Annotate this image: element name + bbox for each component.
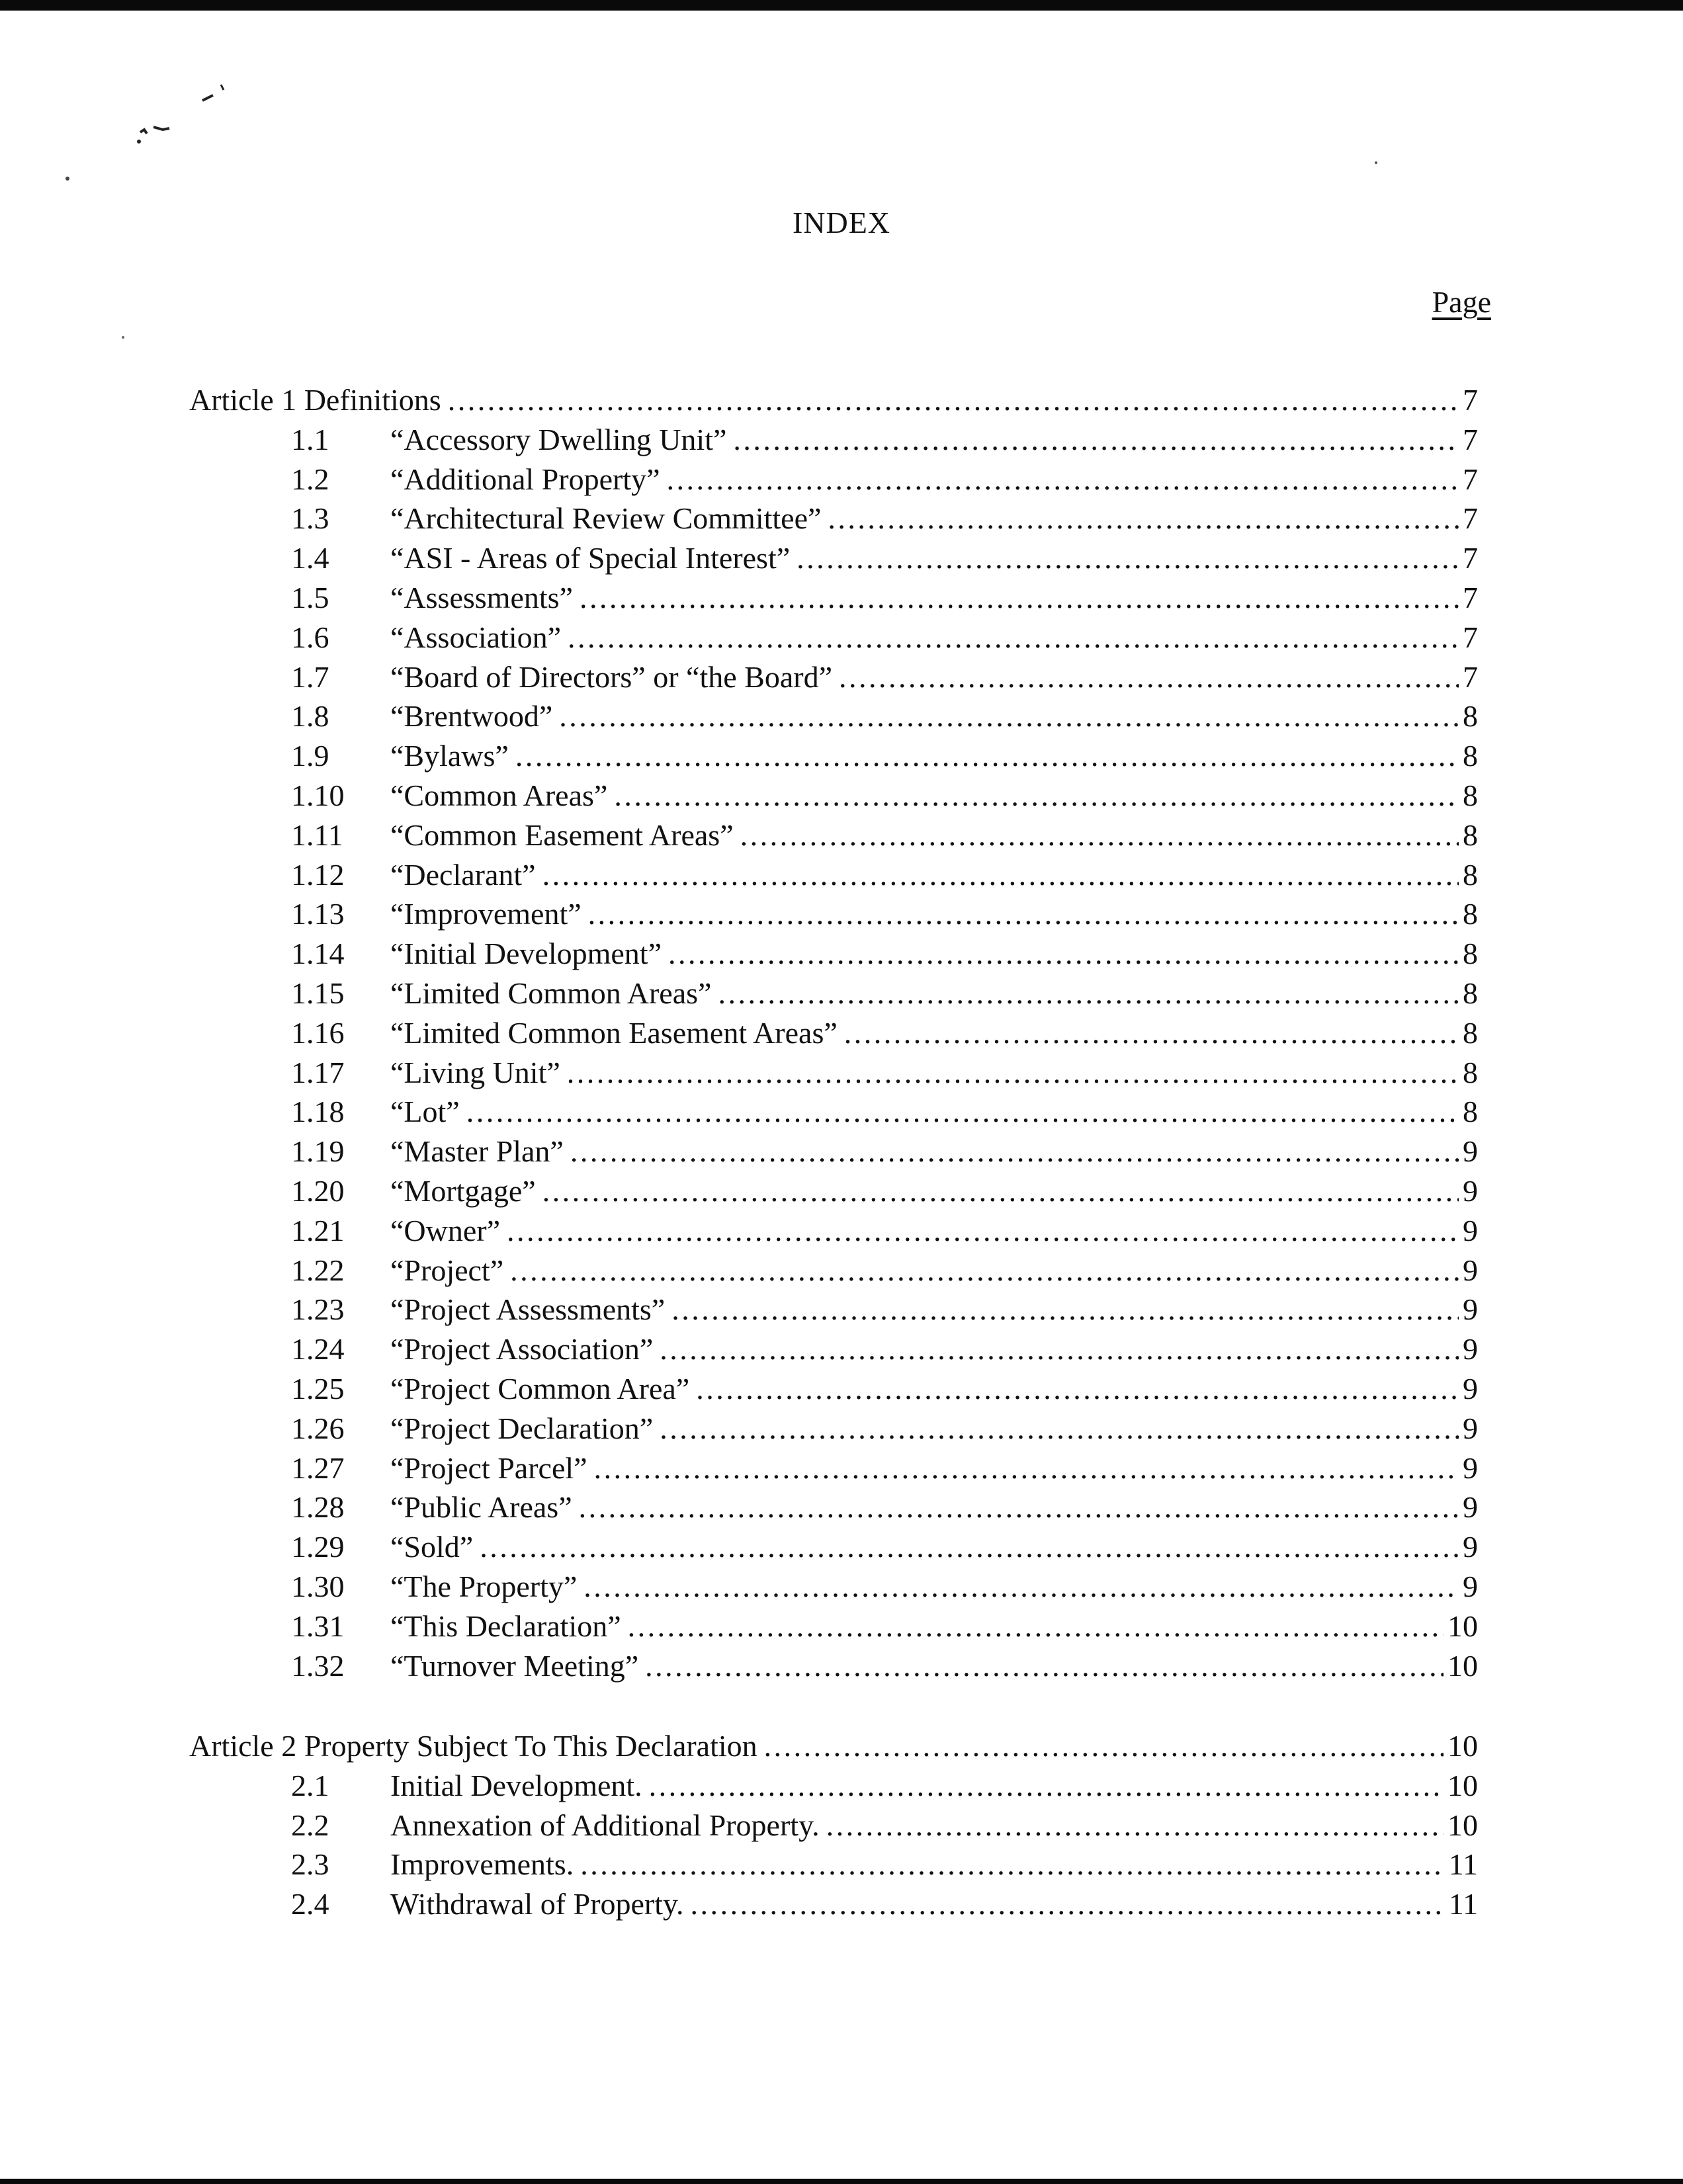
page-number: 9 — [1463, 1134, 1478, 1169]
toc-entry-row — [0, 934, 1683, 974]
page-number: 10 — [1447, 1648, 1478, 1683]
page-number: 9 — [1463, 1253, 1478, 1287]
page-number: 7 — [1463, 501, 1478, 536]
section-number: 1.1 — [291, 422, 329, 456]
toc-entry-row — [0, 618, 1683, 657]
section-number: 1.5 — [291, 581, 329, 614]
dot-leader — [740, 816, 1459, 855]
section-title: “Limited Common Areas” — [390, 976, 712, 1010]
dot-leader — [542, 855, 1459, 895]
section-number: 2.3 — [291, 1847, 329, 1882]
toc-entry-row — [0, 1766, 1683, 1806]
section-title: “Living Unit” — [390, 1055, 560, 1089]
section-title: “Project” — [390, 1253, 504, 1287]
section-number: 1.26 — [291, 1411, 345, 1445]
page-number: 9 — [1463, 1450, 1478, 1485]
section-title: “Turnover Meeting” — [390, 1648, 639, 1683]
toc-entry-row — [0, 1449, 1683, 1488]
toc-entry-row — [0, 1211, 1683, 1251]
page-number: 9 — [1463, 1411, 1478, 1445]
section-number: 1.3 — [291, 501, 329, 536]
section-title: “Project Declaration” — [390, 1411, 654, 1445]
article-title: Article 2 Property Subject To This Declaration — [189, 1729, 757, 1763]
section-number: 1.20 — [291, 1174, 345, 1208]
page-number: 7 — [1463, 422, 1478, 456]
dot-leader — [718, 974, 1459, 1013]
toc-entry-row — [0, 1171, 1683, 1211]
section-number: 1.24 — [291, 1332, 345, 1366]
toc-entry-row — [0, 855, 1683, 895]
section-number: 1.14 — [291, 937, 345, 971]
section-title: “The Property” — [390, 1570, 578, 1603]
article-heading-row — [0, 1726, 1683, 1766]
section-title: “Project Parcel” — [390, 1450, 587, 1485]
section-number: 2.2 — [291, 1808, 329, 1842]
dot-leader — [570, 1132, 1459, 1171]
section-number: 1.27 — [291, 1450, 345, 1485]
dot-leader — [660, 1329, 1459, 1369]
page-number: 9 — [1463, 1372, 1478, 1406]
page-number: 7 — [1463, 462, 1478, 496]
toc-entry-row — [0, 1567, 1683, 1607]
dot-leader — [583, 1567, 1459, 1607]
section-number: 1.10 — [291, 778, 345, 812]
section-number: 1.30 — [291, 1570, 345, 1603]
section-title: “Association” — [390, 620, 562, 654]
dot-leader — [628, 1607, 1444, 1646]
section-number: 1.7 — [291, 659, 329, 694]
section-number: 1.9 — [291, 739, 329, 773]
dot-leader — [826, 1806, 1444, 1845]
section-number: 1.29 — [291, 1530, 345, 1564]
dot-leader — [839, 657, 1459, 697]
section-title: “Common Easement Areas” — [390, 818, 734, 852]
toc-entry-row — [0, 1013, 1683, 1053]
section-title: “Bylaws” — [390, 739, 509, 773]
section-title: Withdrawal of Property. — [390, 1887, 684, 1921]
dot-leader — [515, 736, 1459, 776]
section-title: “Common Areas” — [390, 778, 608, 812]
toc-entry-row — [0, 1251, 1683, 1290]
section-number: 1.22 — [291, 1253, 345, 1287]
dot-leader — [542, 1171, 1459, 1211]
section-number: 1.28 — [291, 1490, 345, 1525]
dot-leader — [764, 1726, 1444, 1766]
section-number: 1.4 — [291, 541, 329, 575]
section-title: “Sold” — [390, 1530, 474, 1564]
page-number: 8 — [1463, 778, 1478, 812]
dot-leader — [691, 1884, 1445, 1924]
dot-leader — [580, 1845, 1444, 1884]
page-number: 7 — [1463, 581, 1478, 614]
page-number: 9 — [1463, 1332, 1478, 1366]
dot-leader — [466, 1092, 1459, 1132]
toc-entry-row — [0, 1369, 1683, 1409]
document-title: INDEX — [792, 206, 891, 239]
section-title: “Board of Directors” or “the Board” — [390, 659, 832, 694]
section-title: “Project Assessments” — [390, 1292, 666, 1327]
page-number: 9 — [1463, 1174, 1478, 1208]
section-title: “Improvement” — [390, 897, 582, 931]
section-number: 1.13 — [291, 897, 345, 931]
toc-entry-row — [0, 1053, 1683, 1093]
page-number: 10 — [1447, 1808, 1478, 1842]
section-number: 1.31 — [291, 1609, 345, 1643]
dot-leader — [797, 538, 1459, 578]
page-number: 8 — [1463, 1015, 1478, 1050]
section-number: 1.17 — [291, 1055, 345, 1089]
section-title: “Architectural Review Committee” — [390, 501, 822, 536]
page-number: 7 — [1463, 659, 1478, 694]
page-number: 10 — [1447, 1768, 1478, 1802]
page-column-header: Page — [1432, 285, 1491, 319]
toc-entry-row — [0, 1092, 1683, 1132]
section-number: 1.25 — [291, 1372, 345, 1406]
section-number: 1.15 — [291, 976, 345, 1010]
page-number: 8 — [1463, 699, 1478, 734]
section-title: “Public Areas” — [390, 1490, 572, 1525]
page-number: 8 — [1463, 739, 1478, 773]
section-number: 2.1 — [291, 1768, 329, 1802]
page-number: 9 — [1463, 1570, 1478, 1603]
dot-leader — [671, 1290, 1459, 1329]
toc-entry-row — [0, 1845, 1683, 1884]
page-number: 7 — [1463, 541, 1478, 575]
page-number: 7 — [1463, 383, 1478, 417]
section-number: 1.8 — [291, 699, 329, 734]
toc-entry-row — [0, 1290, 1683, 1329]
dot-leader — [844, 1013, 1459, 1053]
section-number: 1.19 — [291, 1134, 345, 1169]
dot-leader — [614, 776, 1459, 816]
section-title: “This Declaration” — [390, 1609, 621, 1643]
section-title: “Lot” — [390, 1095, 460, 1129]
toc-entry-row — [0, 816, 1683, 855]
toc-entry-row — [0, 696, 1683, 736]
section-title: “Additional Property” — [390, 462, 660, 496]
page-number: 8 — [1463, 897, 1478, 931]
dot-leader — [507, 1211, 1459, 1251]
page-number: 8 — [1463, 857, 1478, 892]
toc-entry-row — [0, 1132, 1683, 1171]
page-number: 11 — [1448, 1887, 1478, 1921]
page-number: 8 — [1463, 976, 1478, 1010]
dot-leader — [667, 460, 1459, 499]
toc-entry-row — [0, 657, 1683, 697]
article-title: Article 1 Definitions — [189, 383, 441, 417]
section-number: 1.32 — [291, 1648, 345, 1683]
section-number: 1.23 — [291, 1292, 345, 1327]
page-number: 8 — [1463, 818, 1478, 852]
dot-leader — [448, 380, 1459, 420]
section-number: 1.12 — [291, 857, 345, 892]
page-number: 8 — [1463, 1095, 1478, 1129]
section-title: Improvements. — [390, 1847, 574, 1882]
toc-entry-row — [0, 1488, 1683, 1527]
dot-leader — [510, 1251, 1459, 1290]
page-number: 10 — [1447, 1609, 1478, 1643]
section-title: “Declarant” — [390, 857, 536, 892]
section-title: “Mortgage” — [390, 1174, 536, 1208]
section-title: “Accessory Dwelling Unit” — [390, 422, 727, 456]
section-title: “Project Association” — [390, 1332, 654, 1366]
dot-leader — [580, 578, 1459, 618]
section-number: 2.4 — [291, 1887, 329, 1921]
section-number: 1.18 — [291, 1095, 345, 1129]
dot-leader — [594, 1449, 1459, 1488]
toc-entry-row — [0, 1806, 1683, 1845]
toc-entry-row — [0, 578, 1683, 618]
scan-border-bottom — [0, 2179, 1683, 2184]
section-title: “Initial Development” — [390, 937, 662, 971]
toc-entry-row — [0, 974, 1683, 1013]
toc-entry-row — [0, 736, 1683, 776]
toc-entry-row — [0, 1607, 1683, 1646]
toc-entry-row — [0, 499, 1683, 538]
page-number: 9 — [1463, 1530, 1478, 1564]
toc-entry-row — [0, 776, 1683, 816]
section-title: “ASI - Areas of Special Interest” — [390, 541, 791, 575]
section-title: “Limited Common Easement Areas” — [390, 1015, 838, 1050]
section-title: “Assessments” — [390, 581, 573, 614]
page-number: 8 — [1463, 937, 1478, 971]
page-number: 7 — [1463, 620, 1478, 654]
page-number: 11 — [1448, 1847, 1478, 1882]
dot-leader — [660, 1409, 1459, 1449]
section-title: Initial Development. — [390, 1768, 642, 1802]
toc-entry-row — [0, 1646, 1683, 1686]
section-title: Annexation of Additional Property. — [390, 1808, 820, 1842]
section-title: “Master Plan” — [390, 1134, 564, 1169]
section-number: 1.2 — [291, 462, 329, 496]
toc-entry-row — [0, 538, 1683, 578]
dot-leader — [645, 1646, 1444, 1686]
toc-entry-row — [0, 1409, 1683, 1449]
toc-entry-row — [0, 1884, 1683, 1924]
section-title: “Brentwood” — [390, 699, 553, 734]
section-title: “Project Common Area” — [390, 1372, 690, 1406]
section-number: 1.16 — [291, 1015, 345, 1050]
section-number: 1.11 — [291, 818, 343, 852]
dot-leader — [696, 1369, 1459, 1409]
dot-leader — [668, 934, 1459, 974]
dot-leader — [828, 499, 1459, 538]
toc-entry-row — [0, 420, 1683, 460]
dot-leader — [568, 618, 1459, 657]
dot-leader — [567, 1053, 1459, 1093]
page-number: 10 — [1447, 1729, 1478, 1763]
dot-leader — [579, 1488, 1459, 1527]
scan-specks — [0, 0, 1683, 397]
dot-leader — [480, 1527, 1459, 1567]
toc-entry-row — [0, 894, 1683, 934]
dot-leader — [559, 696, 1459, 736]
page-number: 8 — [1463, 1055, 1478, 1089]
article-heading-row — [0, 380, 1683, 420]
section-title: “Owner” — [390, 1213, 501, 1247]
toc-entry-row — [0, 1329, 1683, 1369]
dot-leader — [588, 894, 1459, 934]
section-number: 1.21 — [291, 1213, 345, 1247]
section-number: 1.6 — [291, 620, 329, 654]
page-number: 9 — [1463, 1213, 1478, 1247]
toc-entry-row — [0, 1527, 1683, 1567]
toc-entry-row — [0, 460, 1683, 499]
page-number: 9 — [1463, 1490, 1478, 1525]
dot-leader — [649, 1766, 1444, 1806]
page-number: 9 — [1463, 1292, 1478, 1327]
dot-leader — [733, 420, 1459, 460]
